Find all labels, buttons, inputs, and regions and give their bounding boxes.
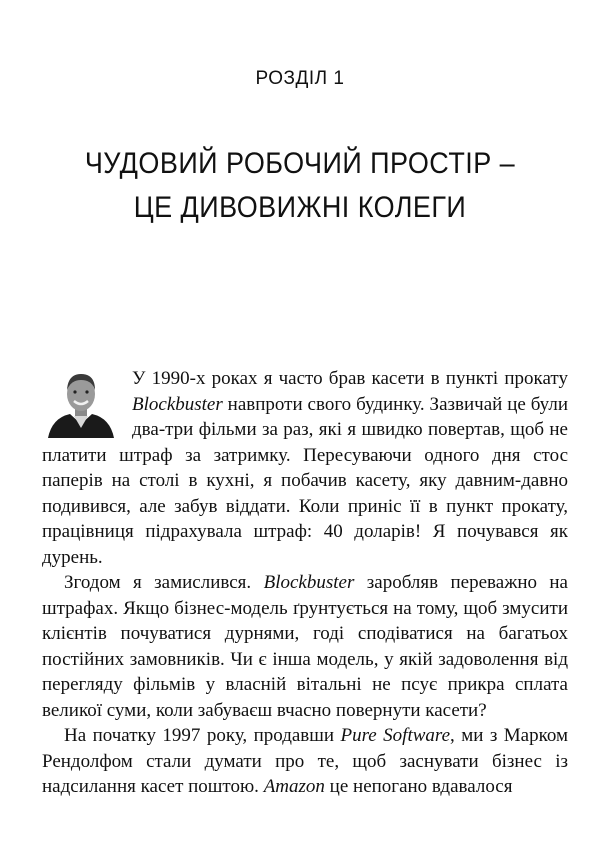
text-segment: навпроти свого будинку. Зазвичай це були два-три фільми за раз, які я швидко повертав, щоб не платити штраф за затримку. Пересуваючи одного дня стос паперів на столі в кухні, я побачив касету, яку давним-давно подивився, але забув віддати. Коли приніс її в пункт прокату, працівниця підрахувала штраф: 40 доларів! Я почувався як дурень. xyxy=(42,393,568,568)
author-portrait xyxy=(42,368,120,438)
text-segment: Згодом я замислився. xyxy=(64,572,264,593)
chapter-title xyxy=(30,142,570,230)
text-segment: це непогано вдавалося xyxy=(324,776,513,797)
text-segment: заробляв переважно на штрафах. Якщо бізнес-модель ґрунтується на тому, щоб змусити клієнтів почуватися дурнями, годі сподіватися на багатьох постійних замовників. Чи є інша модель, у якій задоволення від перегляду фільмів у власній вітальні не псує прикра сплата великої суми, коли забуваєш вчасно повернути касети? xyxy=(42,572,568,721)
paragraph-3 xyxy=(42,723,568,800)
text-segment: , ми з Марком Рендолфом стали думати про те, щоб заснувати бізнес із надсилання касет поштою. xyxy=(42,725,568,797)
italic-title: Blockbuster xyxy=(263,572,355,593)
italic-title: Pure Software xyxy=(340,725,451,746)
chapter-label: РОЗДІЛ 1 xyxy=(255,68,345,89)
text-segment: У 1990-х роках я часто брав касети в пункті прокату xyxy=(132,368,568,389)
italic-title: Blockbuster xyxy=(132,393,223,415)
chapter-title-line-1: ЧУДОВИЙ РОБОЧИЙ ПРОСТІР – xyxy=(84,147,516,180)
text-segment: На початку 1997 року, продавши xyxy=(64,725,341,746)
body-text xyxy=(42,366,568,800)
paragraph-1 xyxy=(42,366,568,570)
paragraph-2 xyxy=(42,570,568,723)
chapter-title-line-2: ЦЕ ДИВОВИЖНІ КОЛЕГИ xyxy=(133,191,467,224)
italic-title: Amazon xyxy=(263,776,325,797)
